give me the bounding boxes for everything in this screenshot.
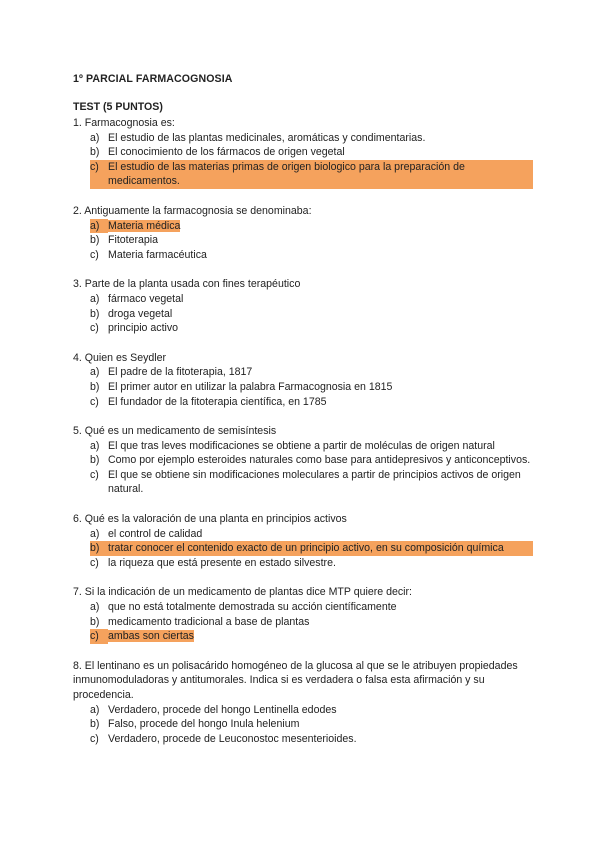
question-text: 4. Quien es Seydler [73, 351, 167, 364]
document-title: 1º PARCIAL FARMACOGNOSIA [73, 73, 233, 85]
option-text: Verdadero, procede del hongo Lentinella edodes [108, 703, 337, 716]
option-b [73, 233, 533, 248]
option-a [73, 292, 533, 307]
option-list [73, 439, 533, 497]
option-list [73, 703, 533, 747]
option-b-highlighted [73, 541, 533, 556]
option-c [73, 248, 533, 263]
option-c [73, 395, 533, 410]
option-text: El padre de la fitoterapia, 1817 [108, 366, 253, 379]
option-b [73, 717, 533, 732]
option-text: medicamento tradicional a base de plantas [108, 615, 310, 628]
option-c-highlighted [73, 629, 533, 644]
option-text: El estudio de las plantas medicinales, aromáticas y condimentarias. [108, 131, 426, 144]
option-letter: b) [90, 380, 100, 393]
option-text [108, 629, 533, 644]
option-text: El estudio de las materias primas de origen biologico para la preparación de medicamentos. [108, 160, 533, 189]
option-letter: a) [90, 292, 100, 305]
option-text: Verdadero, procede de Leuconostoc mesenterioides. [108, 732, 357, 745]
option-letter: b) [90, 615, 100, 628]
option-letter: c) [90, 468, 99, 481]
option-letter: b) [90, 454, 100, 467]
option-list [73, 600, 533, 644]
option-b [73, 453, 533, 468]
option-a [73, 131, 533, 146]
question-text: 3. Parte de la planta usada con fines terapéutico [73, 278, 301, 291]
question-text: 5. Qué es un medicamento de semisíntesis [73, 425, 277, 438]
question-7 [73, 585, 533, 643]
question-list [73, 116, 533, 761]
option-letter: c) [90, 556, 99, 569]
option-b [73, 307, 533, 322]
option-letter: a) [90, 527, 100, 540]
option-list [73, 219, 533, 263]
option-c-highlighted [73, 160, 533, 189]
option-b [73, 615, 533, 630]
option-text: El que tras leves modificaciones se obtiene a partir de moléculas de origen natural [108, 439, 495, 452]
option-letter: a) [90, 219, 108, 234]
option-text: fármaco vegetal [108, 292, 184, 305]
option-text: Falso, procede del hongo Inula helenium [108, 718, 300, 731]
option-letter: a) [90, 366, 100, 379]
option-letter: c) [90, 248, 99, 261]
option-text: El que se obtiene sin modificaciones moleculares a partir de principios activos de origen natural. [108, 468, 521, 496]
option-a [73, 703, 533, 718]
question-text: 6. Qué es la valoración de una planta en principios activos [73, 513, 347, 526]
option-a [73, 439, 533, 454]
option-text: droga vegetal [108, 307, 173, 320]
option-text: el control de calidad [108, 527, 203, 540]
option-text: la riqueza que está presente en estado silvestre. [108, 556, 336, 569]
question-text: 1. Farmacognosia es: [73, 117, 175, 129]
option-b [73, 145, 533, 160]
option-letter: b) [90, 307, 100, 320]
question-5 [73, 424, 533, 497]
option-a [73, 365, 533, 380]
option-letter: c) [90, 629, 108, 644]
option-a [73, 600, 533, 615]
question-text: 8. El lentinano es un polisacárido homogéneo de la glucosa al que se le atribuyen propiedades inmunomoduladoras y antitumorales. Indica si es verdadera o falsa esta afirmación y su procedencia. [73, 659, 518, 701]
highlight-span: Materia médica [108, 219, 181, 232]
option-list [73, 365, 533, 409]
option-letter: a) [90, 703, 100, 716]
question-text: 2. Antiguamente la farmacognosia se denominaba: [73, 204, 312, 217]
question-4 [73, 351, 533, 409]
option-b [73, 380, 533, 395]
option-text: El conocimiento de los fármacos de origen vegetal [108, 146, 345, 159]
option-letter: b) [90, 541, 108, 556]
option-letter: a) [90, 601, 100, 614]
option-c [73, 321, 533, 336]
option-a-highlighted [73, 219, 533, 234]
highlight-span: ambas son ciertas [108, 630, 194, 643]
question-text: 7. Si la indicación de un medicamento de plantas dice MTP quiere decir: [73, 586, 412, 599]
option-letter: c) [90, 395, 99, 408]
option-text: El fundador de la fitoterapia científica, en 1785 [108, 395, 327, 408]
option-text: Fitoterapia [108, 234, 159, 247]
option-letter: c) [90, 160, 108, 189]
option-text: El primer autor en utilizar la palabra Farmacognosia en 1815 [108, 380, 393, 393]
option-text: Como por ejemplo esteroides naturales como base para antidepresivos y anticonceptivos. [108, 454, 531, 467]
option-a [73, 527, 533, 542]
option-list [73, 292, 533, 336]
question-2 [73, 204, 533, 262]
option-text: Materia farmacéutica [108, 248, 207, 261]
option-text [108, 219, 533, 234]
option-letter: a) [90, 131, 100, 144]
option-text: principio activo [108, 322, 179, 335]
section-title: TEST (5 PUNTOS) [73, 101, 163, 113]
option-text: tratar conocer el contenido exacto de un principio activo, en su composición química [108, 541, 533, 556]
option-c [73, 732, 533, 747]
option-letter: c) [90, 322, 99, 335]
option-c [73, 468, 533, 497]
option-list [73, 527, 533, 571]
option-letter: a) [90, 439, 100, 452]
option-list [73, 131, 533, 189]
question-3 [73, 277, 533, 335]
option-c [73, 556, 533, 571]
question-6 [73, 512, 533, 570]
option-letter: c) [90, 732, 99, 745]
option-letter: b) [90, 718, 100, 731]
question-1 [73, 116, 533, 189]
option-letter: b) [90, 234, 100, 247]
option-text: que no está totalmente demostrada su acción científicamente [108, 601, 397, 614]
option-letter: b) [90, 146, 100, 159]
question-8 [73, 659, 533, 747]
